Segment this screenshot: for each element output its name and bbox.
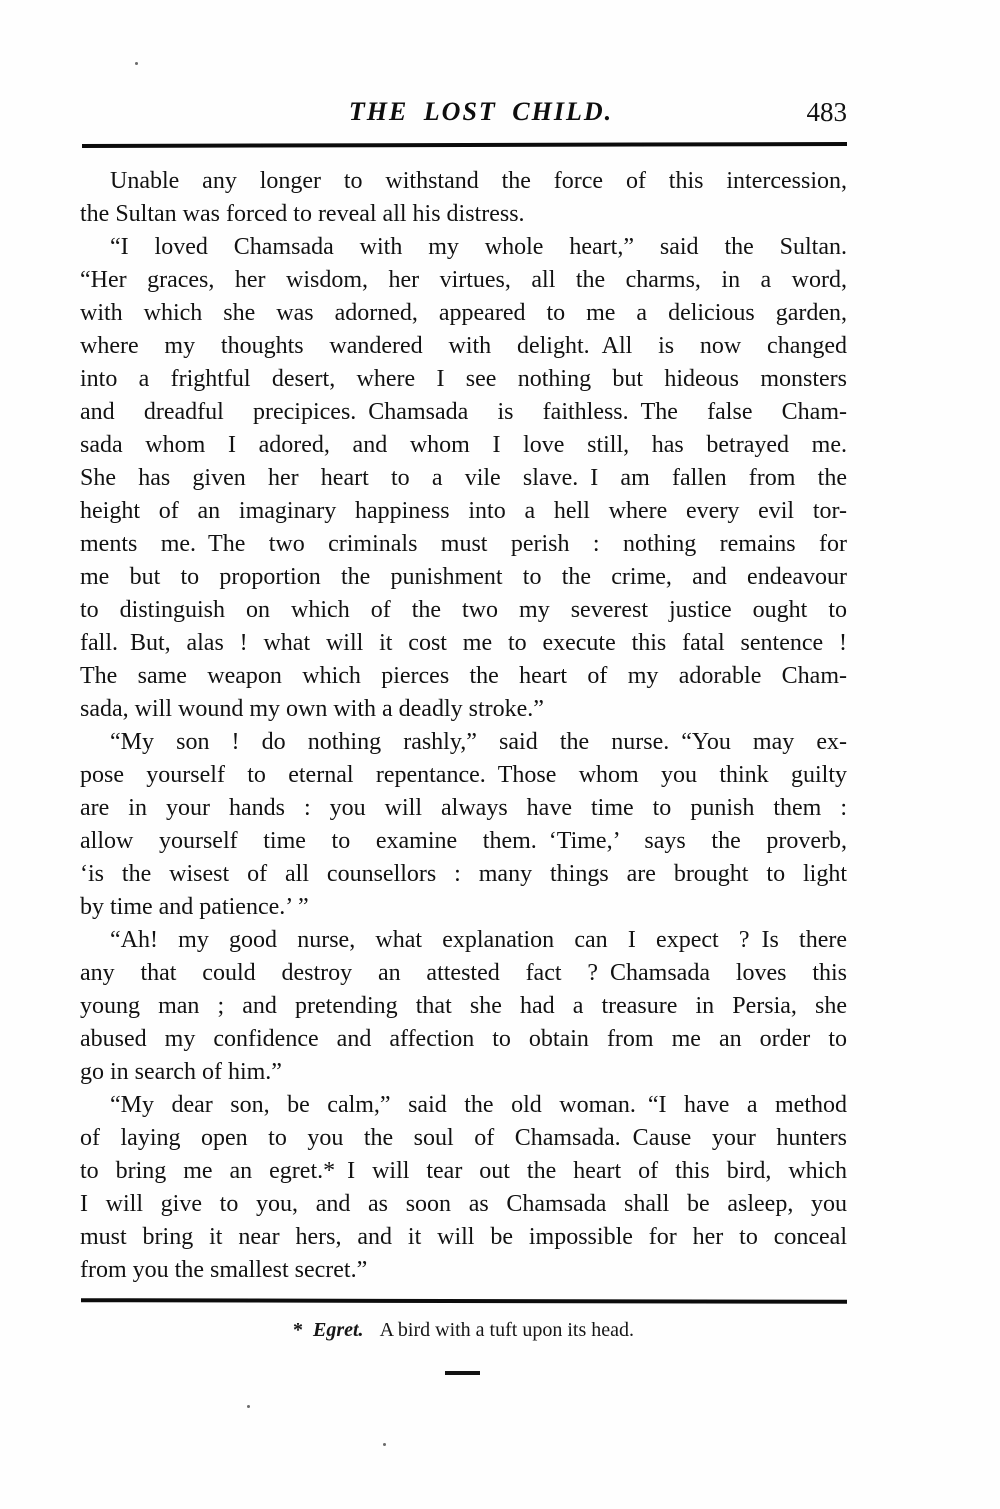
text-line: I will give to you, and as soon as Chamsada shall be asleep, you bbox=[80, 1191, 847, 1217]
text-line: Unable any longer to withstand the force of this intercession, bbox=[110, 168, 847, 194]
text-line: by time and patience.’ ” bbox=[80, 894, 309, 920]
text-line: are in your hands : you will always have time to punish them : bbox=[80, 795, 847, 821]
scan-speck bbox=[383, 1443, 386, 1446]
text-line: young man ; and pretending that she had a treasure in Persia, she bbox=[80, 993, 847, 1019]
text-line: height of an imaginary happiness into a hell where every evil tor- bbox=[80, 498, 847, 524]
text-line: “Ah! my good nurse, what explanation can I expect ? Is there bbox=[110, 927, 847, 953]
text-line: sada whom I adored, and whom I love still, has betrayed me. bbox=[80, 432, 847, 458]
text-line: pose yourself to eternal repentance. Those whom you think guilty bbox=[80, 762, 847, 788]
text-line: and dreadful precipices. Chamsada is faithless. The false Cham- bbox=[80, 399, 847, 425]
text-line: The same weapon which pierces the heart of my adorable Cham- bbox=[80, 663, 847, 689]
text-line: to bring me an egret.* I will tear out the heart of this bird, which bbox=[80, 1158, 847, 1184]
text-line: me but to proportion the punishment to the crime, and endeavour bbox=[80, 564, 847, 590]
footnote bbox=[80, 1317, 847, 1343]
text-line: where my thoughts wandered with delight. All is now changed bbox=[80, 333, 847, 359]
text-line: allow yourself time to examine them. ‘Time,’ says the proverb, bbox=[80, 828, 847, 854]
text-line: “I loved Chamsada with my whole heart,” said the Sultan. bbox=[110, 234, 847, 260]
text-line: ‘is the wisest of all counsellors : many things are brought to light bbox=[80, 861, 847, 887]
footnote-term: Egret. bbox=[313, 1319, 364, 1341]
running-title: THE LOST CHILD. bbox=[348, 97, 614, 126]
text-line: ments me. The two criminals must perish : nothing remains for bbox=[80, 531, 847, 557]
header-rule bbox=[82, 142, 847, 148]
footnote-definition: A bird with a tuft upon its head. bbox=[379, 1319, 634, 1341]
text-line: must bring it near hers, and it will be impossible for her to conceal bbox=[80, 1224, 847, 1250]
footnote-marker: * bbox=[293, 1319, 303, 1341]
text-line: sada, will wound my own with a deadly stroke.” bbox=[80, 696, 544, 722]
page-body bbox=[80, 165, 847, 1287]
scan-speck bbox=[135, 62, 138, 65]
end-dash bbox=[445, 1371, 480, 1375]
text-line: “Her graces, her wisdom, her virtues, all the charms, in a word, bbox=[80, 267, 847, 293]
text-line: any that could destroy an attested fact ? Chamsada loves this bbox=[80, 960, 847, 986]
page-number: 483 bbox=[806, 97, 847, 127]
text-line: “My son ! do nothing rashly,” said the nurse. “You may ex- bbox=[110, 729, 847, 755]
text-line: into a frightful desert, where I see nothing but hideous monsters bbox=[80, 366, 847, 392]
text-line: to distinguish on which of the two my severest justice ought to bbox=[80, 597, 847, 623]
footnote-rule bbox=[81, 1298, 847, 1304]
scan-speck bbox=[247, 1405, 250, 1408]
text-line: the Sultan was forced to reveal all his distress. bbox=[80, 201, 525, 227]
text-line: “My dear son, be calm,” said the old woman. “I have a method bbox=[110, 1092, 847, 1118]
text-line: of laying open to you the soul of Chamsada. Cause your hunters bbox=[80, 1125, 847, 1151]
text-line: go in search of him.” bbox=[80, 1059, 282, 1085]
text-line: fall. But, alas ! what will it cost me to execute this fatal sentence ! bbox=[80, 630, 847, 656]
text-line: She has given her heart to a vile slave. I am fallen from the bbox=[80, 465, 847, 491]
text-line: from you the smallest secret.” bbox=[80, 1257, 368, 1283]
text-line: abused my confidence and affection to obtain from me an order to bbox=[80, 1026, 847, 1052]
text-line: with which she was adorned, appeared to me a delicious garden, bbox=[80, 300, 847, 326]
